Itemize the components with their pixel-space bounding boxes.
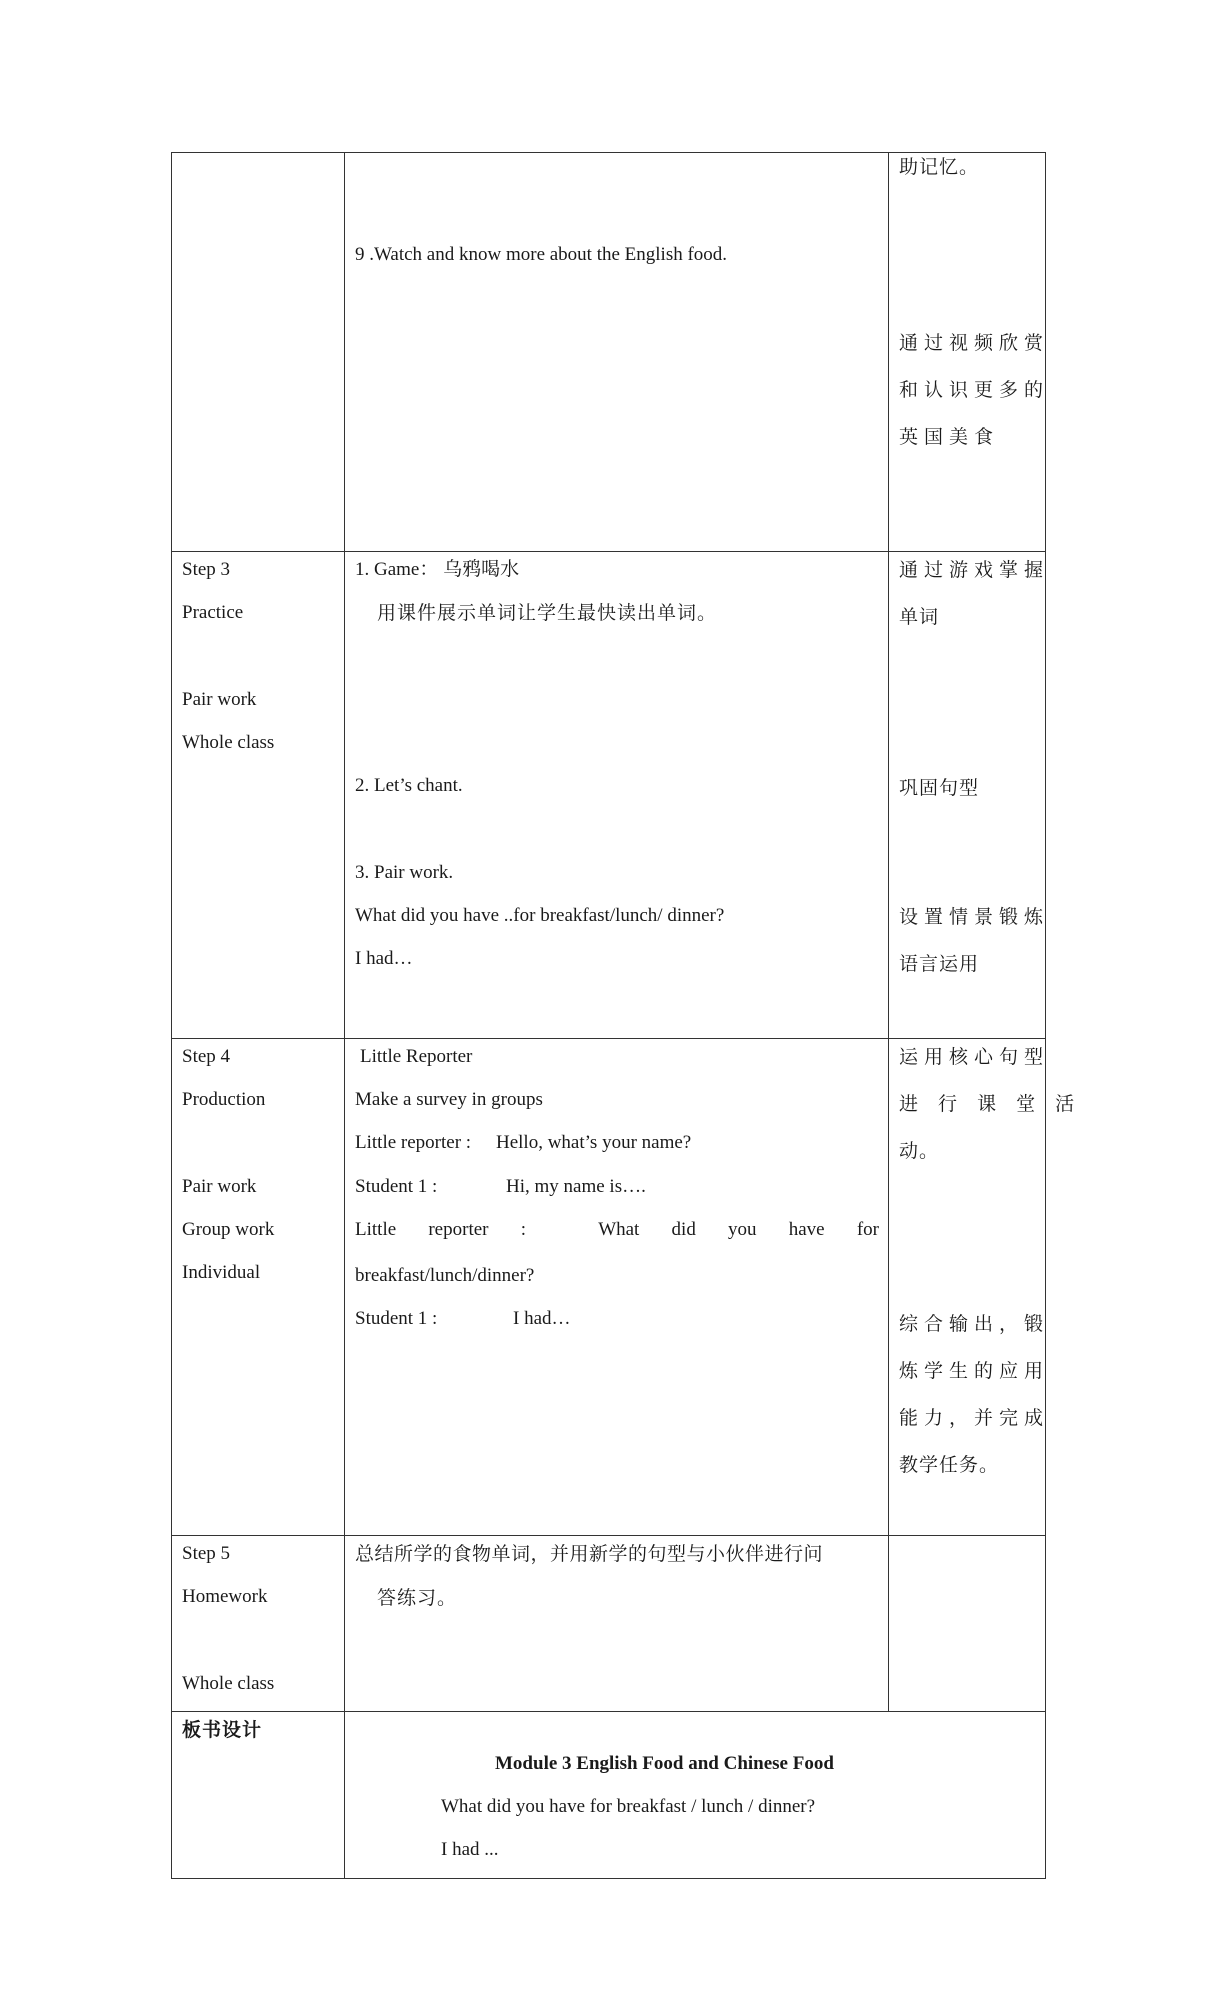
- stage-label: Production: [182, 1089, 266, 1110]
- stage-label: Homework: [182, 1586, 268, 1607]
- word: Little: [355, 1219, 397, 1240]
- purpose-text: 巩固句型: [899, 777, 980, 799]
- board-design-title: Module 3 English Food and Chinese Food: [495, 1753, 834, 1774]
- row1-stage-cell: [172, 153, 345, 552]
- work-mode: Individual: [182, 1262, 261, 1283]
- word: reporter: [428, 1219, 489, 1240]
- stage-label: Practice: [182, 602, 244, 623]
- dialogue-speaker: Little reporter :: [355, 1132, 472, 1153]
- activity-item-9: 9 .Watch and know more about the English food.: [355, 244, 728, 265]
- step4-activity-cell: [345, 1039, 889, 1536]
- purpose-text: 和认识更多的: [899, 379, 1050, 401]
- activity-description: 用课件展示单词让学生最快读出单词。: [377, 602, 718, 624]
- dialogue-line: Hi, my name is….: [506, 1176, 646, 1197]
- table-row-step2-continuation: [172, 153, 1046, 552]
- purpose-text: 进 行 课 堂 活: [899, 1093, 1076, 1115]
- word: have: [788, 1219, 825, 1240]
- activity-item: 1. Game： 乌鸦喝水: [355, 559, 520, 580]
- step5-purpose-cell: [889, 1536, 1046, 1712]
- dialogue-line: Hello, what’s your name?: [496, 1132, 692, 1153]
- table-row-step3: [172, 552, 1046, 1039]
- activity-instruction: Make a survey in groups: [355, 1089, 543, 1110]
- board-design-label-cell: [172, 1712, 345, 1879]
- table-row-step4: [172, 1039, 1046, 1536]
- purpose-text: 英国美食: [899, 426, 1000, 448]
- dialogue-speaker: Student 1 :: [355, 1176, 438, 1197]
- purpose-text: 设置情景锻炼: [899, 906, 1050, 928]
- row1-activity-cell: [345, 153, 889, 552]
- purpose-text: 综合输出，锻: [899, 1313, 1050, 1335]
- dialogue-speaker: Student 1 :: [355, 1308, 438, 1329]
- sentence-pattern: What did you have ..for breakfast/lunch/ dinner?: [355, 905, 725, 926]
- purpose-text: 炼学生的应用: [899, 1360, 1050, 1382]
- purpose-text: 动。: [899, 1140, 940, 1162]
- word: What: [598, 1219, 640, 1240]
- homework-text: 总结所学的食物单词，并用新学的句型与小伙伴进行问: [355, 1543, 824, 1565]
- dialogue-line: breakfast/lunch/dinner?: [355, 1265, 535, 1286]
- step-label: Step 4: [182, 1046, 231, 1067]
- word: :: [520, 1219, 526, 1240]
- dialogue-line: I had…: [513, 1308, 571, 1329]
- step3-purpose-cell: [889, 552, 1050, 1039]
- step-label: Step 5: [182, 1543, 231, 1564]
- activity-item: 2. Let’s chant.: [355, 775, 463, 796]
- word: you: [728, 1219, 757, 1240]
- step4-purpose-cell: [889, 1039, 1076, 1536]
- purpose-text: 单词: [899, 606, 940, 628]
- step4-stage-cell: [172, 1039, 345, 1536]
- board-design-answer: I had ...: [441, 1839, 499, 1860]
- purpose-text: 通过游戏掌握: [899, 559, 1050, 581]
- purpose-text: 教学任务。: [899, 1454, 1000, 1476]
- step3-activity-cell: [345, 552, 889, 1039]
- word: for: [856, 1219, 879, 1240]
- work-mode: Pair work: [182, 689, 257, 710]
- purpose-text: 助记忆。: [899, 156, 980, 178]
- activity-item: 3. Pair work.: [355, 862, 454, 883]
- step3-stage-cell: [172, 552, 345, 1039]
- dialogue-question-justified: [355, 1218, 879, 1242]
- work-mode: Group work: [182, 1219, 275, 1240]
- board-design-question: What did you have for breakfast / lunch / dinner?: [441, 1796, 816, 1817]
- work-mode: Whole class: [182, 732, 275, 753]
- purpose-text: 通过视频欣赏: [899, 332, 1050, 354]
- step5-activity-cell: [345, 1536, 889, 1712]
- board-design-content-cell: [345, 1712, 1046, 1879]
- lesson-plan-table: [171, 152, 1076, 1879]
- step5-stage-cell: [172, 1536, 345, 1712]
- table-row-board-design: [172, 1712, 1046, 1879]
- step-label: Step 3: [182, 559, 231, 580]
- work-mode: Pair work: [182, 1176, 257, 1197]
- board-design-label: 板书设计: [182, 1719, 263, 1741]
- purpose-text: 运用核心句型: [899, 1046, 1050, 1068]
- sentence-pattern: I had…: [355, 948, 413, 969]
- purpose-text: 能力，并完成: [899, 1407, 1050, 1429]
- work-mode: Whole class: [182, 1673, 275, 1694]
- homework-text: 答练习。: [377, 1587, 458, 1609]
- purpose-text: 语言运用: [899, 953, 980, 975]
- row1-purpose-cell: [889, 153, 1050, 552]
- activity-title: Little Reporter: [360, 1046, 473, 1067]
- word: did: [671, 1219, 696, 1240]
- table-row-step5: [172, 1536, 1046, 1712]
